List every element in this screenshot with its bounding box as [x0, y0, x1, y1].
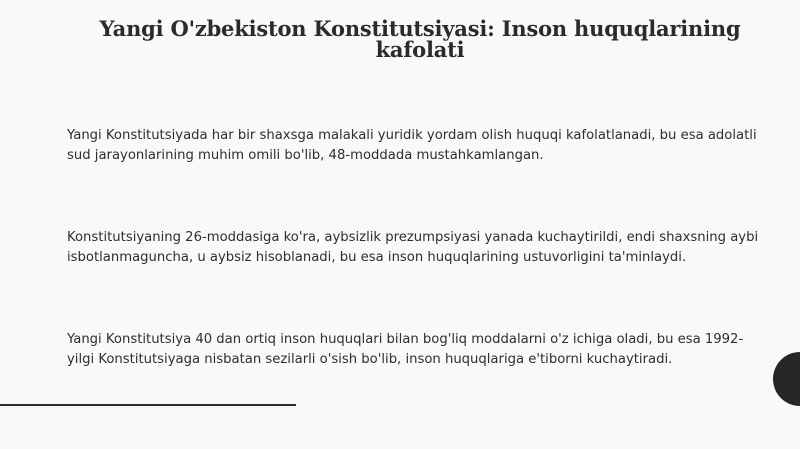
paragraph-human-rights-articles: Yangi Konstitutsiya 40 dan ortiq inson huquqlari bilan bog'liq moddalarni o'z ichiga oladi, bu esa 1992-yilgi Konstitutsiyaga nisbatan sezilarli o'sish bo'lib, inson huquqlariga e'tiborni kuchaytiradi. [67, 332, 744, 367]
decorative-circle [773, 352, 800, 406]
paragraph-legal-aid: Yangi Konstitutsiyada har bir shaxsga malakali yuridik yordam olish huquqi kafolatlanadi, bu esa adolatli sud jarayonlarining muhim omili bo'lib, 48-moddada mustahkamlangan. [67, 128, 757, 163]
decorative-divider [0, 404, 296, 406]
paragraph-presumption-of-innocence: Konstitutsiyaning 26-moddasiga ko'ra, aybsizlik prezumpsiyasi yanada kuchaytirildi, endi shaxsning aybi isbotlanmaguncha, u aybsiz hisoblanadi, bu esa inson huquqlarining ustuvorligini ta'minlaydi. [67, 230, 759, 265]
slide-title: Yangi O'zbekiston Konstitutsiyasi: Inson huquqlarining kafolati [99, 16, 741, 62]
